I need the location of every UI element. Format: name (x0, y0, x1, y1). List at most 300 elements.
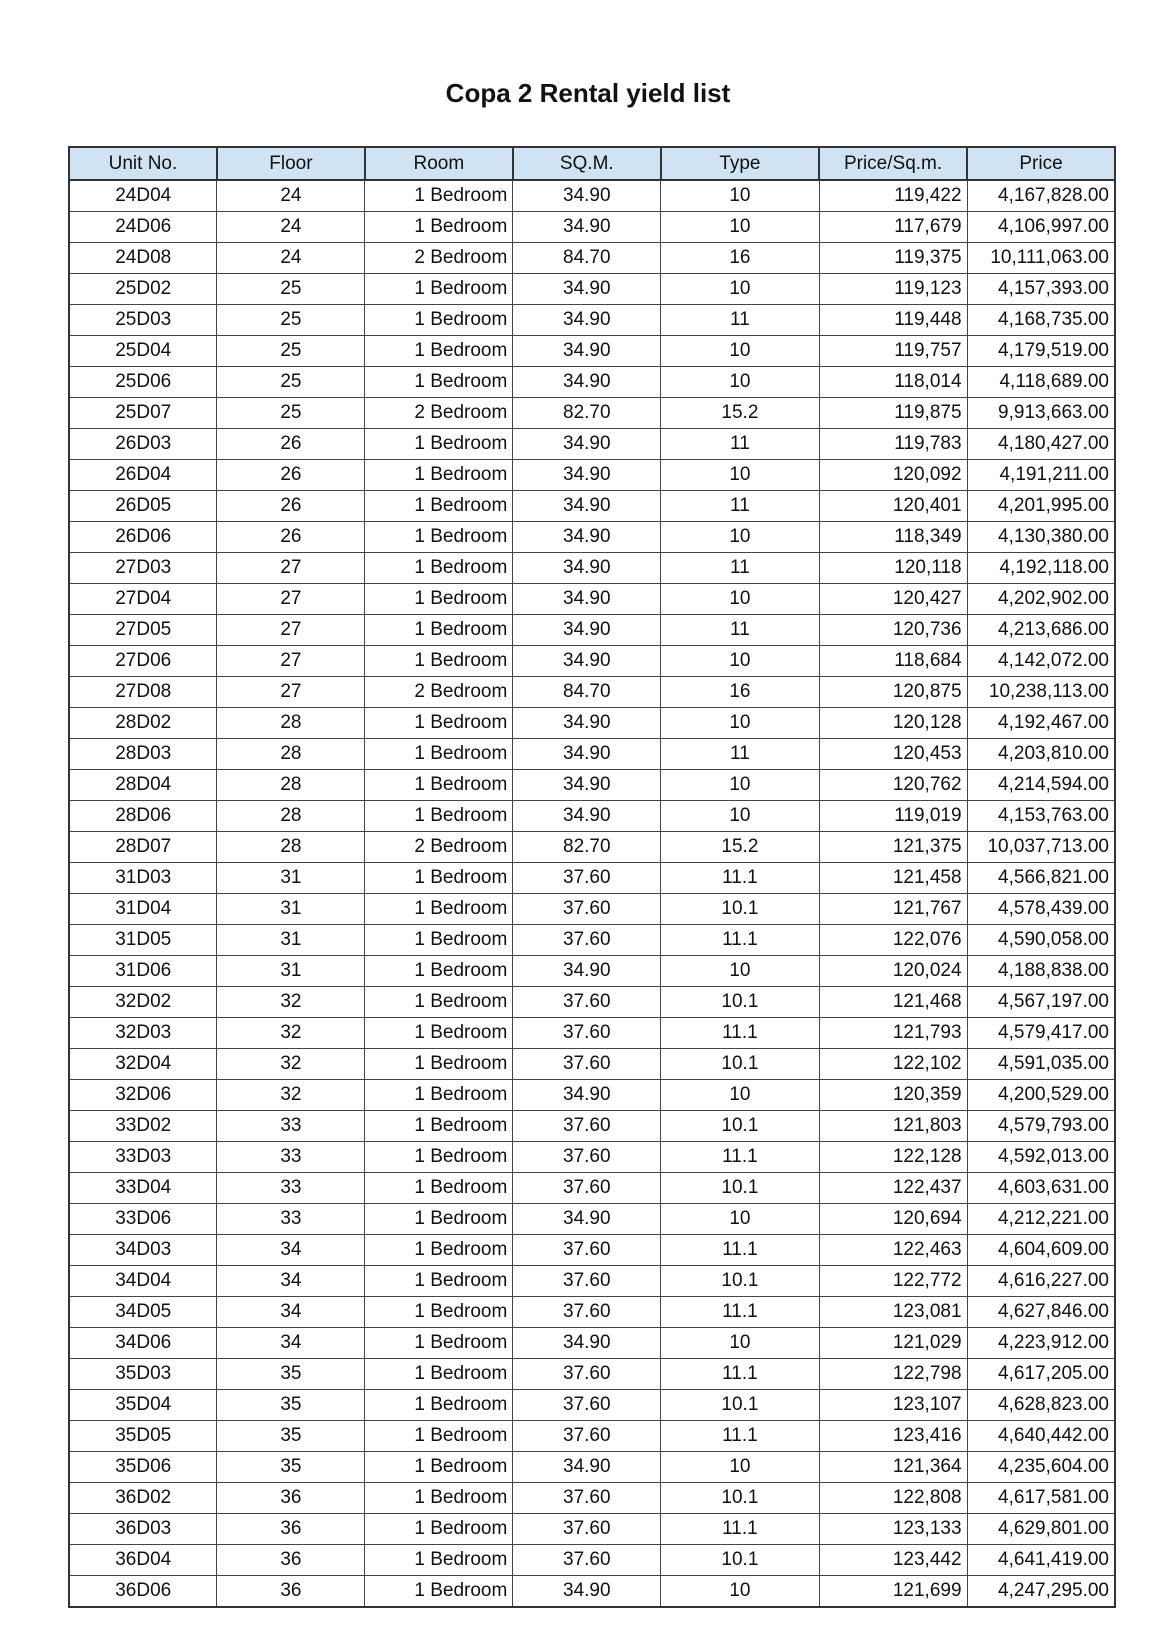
cell-price: 4,640,442.00 (967, 1421, 1115, 1452)
cell-price-per-sqm: 120,401 (819, 491, 967, 522)
cell-unit-no: 35D03 (69, 1359, 217, 1390)
cell-floor: 33 (217, 1142, 365, 1173)
table-row (69, 1049, 1115, 1080)
cell-type: 16 (661, 677, 819, 708)
cell-room: 1 Bedroom (365, 553, 513, 584)
table-row (69, 367, 1115, 398)
cell-room: 1 Bedroom (365, 460, 513, 491)
cell-room: 1 Bedroom (365, 212, 513, 243)
table-row (69, 1266, 1115, 1297)
cell-price-per-sqm: 120,092 (819, 460, 967, 491)
cell-unit-no: 32D03 (69, 1018, 217, 1049)
cell-sqm: 34.90 (513, 801, 661, 832)
cell-unit-no: 25D02 (69, 274, 217, 305)
cell-room: 1 Bedroom (365, 925, 513, 956)
cell-price: 4,201,995.00 (967, 491, 1115, 522)
cell-price: 4,168,735.00 (967, 305, 1115, 336)
cell-price-per-sqm: 119,757 (819, 336, 967, 367)
cell-type: 11.1 (661, 1421, 819, 1452)
cell-floor: 28 (217, 708, 365, 739)
cell-price-per-sqm: 121,458 (819, 863, 967, 894)
cell-price-per-sqm: 121,364 (819, 1452, 967, 1483)
cell-price: 4,157,393.00 (967, 274, 1115, 305)
cell-price: 4,212,221.00 (967, 1204, 1115, 1235)
cell-price: 4,213,686.00 (967, 615, 1115, 646)
cell-sqm: 37.60 (513, 987, 661, 1018)
cell-sqm: 37.60 (513, 1173, 661, 1204)
cell-room: 1 Bedroom (365, 1514, 513, 1545)
cell-type: 11.1 (661, 1514, 819, 1545)
cell-price-per-sqm: 120,128 (819, 708, 967, 739)
cell-type: 10 (661, 956, 819, 987)
cell-floor: 27 (217, 584, 365, 615)
cell-unit-no: 25D03 (69, 305, 217, 336)
table-row (69, 1080, 1115, 1111)
cell-room: 1 Bedroom (365, 1173, 513, 1204)
cell-price-per-sqm: 120,427 (819, 584, 967, 615)
cell-sqm: 37.60 (513, 1514, 661, 1545)
cell-price: 4,641,419.00 (967, 1545, 1115, 1576)
table-row (69, 677, 1115, 708)
cell-price-per-sqm: 118,014 (819, 367, 967, 398)
table-row (69, 1452, 1115, 1483)
table-row (69, 1390, 1115, 1421)
cell-sqm: 34.90 (513, 491, 661, 522)
cell-price: 4,202,902.00 (967, 584, 1115, 615)
cell-unit-no: 32D04 (69, 1049, 217, 1080)
cell-floor: 31 (217, 863, 365, 894)
cell-room: 2 Bedroom (365, 677, 513, 708)
cell-unit-no: 28D06 (69, 801, 217, 832)
cell-room: 1 Bedroom (365, 987, 513, 1018)
cell-room: 1 Bedroom (365, 646, 513, 677)
cell-sqm: 34.90 (513, 553, 661, 584)
cell-room: 1 Bedroom (365, 1266, 513, 1297)
cell-price-per-sqm: 119,783 (819, 429, 967, 460)
cell-price-per-sqm: 121,803 (819, 1111, 967, 1142)
cell-unit-no: 25D04 (69, 336, 217, 367)
page-title: Copa 2 Rental yield list (445, 78, 731, 108)
cell-floor: 35 (217, 1421, 365, 1452)
cell-unit-no: 28D03 (69, 739, 217, 770)
cell-unit-no: 33D04 (69, 1173, 217, 1204)
cell-sqm: 34.90 (513, 305, 661, 336)
cell-price: 4,604,609.00 (967, 1235, 1115, 1266)
table-row (69, 1421, 1115, 1452)
cell-floor: 27 (217, 646, 365, 677)
cell-floor: 28 (217, 832, 365, 863)
cell-unit-no: 27D06 (69, 646, 217, 677)
cell-unit-no: 31D06 (69, 956, 217, 987)
cell-sqm: 37.60 (513, 1266, 661, 1297)
cell-room: 1 Bedroom (365, 1576, 513, 1608)
cell-price-per-sqm: 123,416 (819, 1421, 967, 1452)
cell-room: 1 Bedroom (365, 1111, 513, 1142)
cell-room: 2 Bedroom (365, 243, 513, 274)
table-row (69, 770, 1115, 801)
cell-price-per-sqm: 121,699 (819, 1576, 967, 1608)
cell-floor: 32 (217, 1018, 365, 1049)
cell-price-per-sqm: 120,736 (819, 615, 967, 646)
cell-type: 10 (661, 180, 819, 212)
cell-type: 11 (661, 491, 819, 522)
cell-floor: 36 (217, 1514, 365, 1545)
cell-floor: 32 (217, 1080, 365, 1111)
cell-room: 1 Bedroom (365, 491, 513, 522)
cell-room: 1 Bedroom (365, 1235, 513, 1266)
table-row (69, 336, 1115, 367)
cell-price: 4,130,380.00 (967, 522, 1115, 553)
cell-floor: 34 (217, 1235, 365, 1266)
cell-price-per-sqm: 121,767 (819, 894, 967, 925)
cell-price: 4,579,793.00 (967, 1111, 1115, 1142)
cell-type: 10 (661, 584, 819, 615)
cell-unit-no: 24D08 (69, 243, 217, 274)
cell-room: 1 Bedroom (365, 739, 513, 770)
table-row (69, 646, 1115, 677)
table-row (69, 801, 1115, 832)
cell-price: 4,591,035.00 (967, 1049, 1115, 1080)
cell-price: 9,913,663.00 (967, 398, 1115, 429)
table-row (69, 925, 1115, 956)
cell-type: 10 (661, 708, 819, 739)
cell-room: 1 Bedroom (365, 180, 513, 212)
table-row (69, 615, 1115, 646)
cell-price: 4,235,604.00 (967, 1452, 1115, 1483)
cell-room: 1 Bedroom (365, 1142, 513, 1173)
cell-type: 10 (661, 274, 819, 305)
cell-type: 10.1 (661, 1483, 819, 1514)
cell-unit-no: 36D04 (69, 1545, 217, 1576)
cell-room: 1 Bedroom (365, 1297, 513, 1328)
cell-sqm: 34.90 (513, 1204, 661, 1235)
cell-price: 4,247,295.00 (967, 1576, 1115, 1608)
table-row (69, 553, 1115, 584)
cell-sqm: 82.70 (513, 832, 661, 863)
cell-room: 1 Bedroom (365, 1452, 513, 1483)
cell-room: 1 Bedroom (365, 1545, 513, 1576)
cell-unit-no: 31D04 (69, 894, 217, 925)
cell-price-per-sqm: 120,359 (819, 1080, 967, 1111)
cell-price-per-sqm: 120,118 (819, 553, 967, 584)
cell-price: 4,191,211.00 (967, 460, 1115, 491)
cell-price: 4,223,912.00 (967, 1328, 1115, 1359)
cell-type: 15.2 (661, 398, 819, 429)
cell-price: 4,566,821.00 (967, 863, 1115, 894)
cell-sqm: 34.90 (513, 615, 661, 646)
cell-sqm: 34.90 (513, 956, 661, 987)
cell-unit-no: 28D04 (69, 770, 217, 801)
cell-type: 11.1 (661, 863, 819, 894)
cell-price: 4,616,227.00 (967, 1266, 1115, 1297)
cell-type: 10.1 (661, 1266, 819, 1297)
cell-price-per-sqm: 119,875 (819, 398, 967, 429)
cell-unit-no: 35D05 (69, 1421, 217, 1452)
cell-type: 10.1 (661, 1545, 819, 1576)
table-row (69, 429, 1115, 460)
cell-price: 4,627,846.00 (967, 1297, 1115, 1328)
cell-floor: 33 (217, 1204, 365, 1235)
cell-unit-no: 34D06 (69, 1328, 217, 1359)
cell-room: 1 Bedroom (365, 367, 513, 398)
cell-unit-no: 26D05 (69, 491, 217, 522)
cell-type: 11.1 (661, 1142, 819, 1173)
table-row (69, 243, 1115, 274)
cell-price: 4,629,801.00 (967, 1514, 1115, 1545)
cell-price-per-sqm: 119,422 (819, 180, 967, 212)
table-row (69, 708, 1115, 739)
cell-sqm: 34.90 (513, 1080, 661, 1111)
cell-sqm: 37.60 (513, 1235, 661, 1266)
table-row (69, 1297, 1115, 1328)
cell-floor: 28 (217, 739, 365, 770)
cell-type: 10 (661, 212, 819, 243)
cell-floor: 26 (217, 522, 365, 553)
cell-price: 4,590,058.00 (967, 925, 1115, 956)
column-header-sqm: SQ.M. (513, 147, 661, 180)
cell-sqm: 34.90 (513, 1576, 661, 1608)
cell-sqm: 34.90 (513, 646, 661, 677)
cell-sqm: 82.70 (513, 398, 661, 429)
cell-type: 10 (661, 801, 819, 832)
cell-floor: 25 (217, 274, 365, 305)
cell-floor: 26 (217, 491, 365, 522)
cell-price: 10,238,113.00 (967, 677, 1115, 708)
cell-type: 10 (661, 1328, 819, 1359)
cell-unit-no: 33D02 (69, 1111, 217, 1142)
cell-price: 4,203,810.00 (967, 739, 1115, 770)
cell-sqm: 34.90 (513, 739, 661, 770)
cell-unit-no: 27D03 (69, 553, 217, 584)
cell-type: 10.1 (661, 1390, 819, 1421)
cell-floor: 34 (217, 1328, 365, 1359)
cell-price-per-sqm: 120,762 (819, 770, 967, 801)
cell-type: 16 (661, 243, 819, 274)
table-row (69, 460, 1115, 491)
cell-price: 4,192,118.00 (967, 553, 1115, 584)
cell-price-per-sqm: 122,463 (819, 1235, 967, 1266)
cell-unit-no: 34D03 (69, 1235, 217, 1266)
cell-type: 15.2 (661, 832, 819, 863)
cell-type: 11 (661, 739, 819, 770)
cell-price-per-sqm: 122,798 (819, 1359, 967, 1390)
cell-type: 11 (661, 305, 819, 336)
cell-unit-no: 25D07 (69, 398, 217, 429)
cell-floor: 36 (217, 1545, 365, 1576)
cell-sqm: 34.90 (513, 212, 661, 243)
cell-floor: 27 (217, 615, 365, 646)
cell-floor: 32 (217, 987, 365, 1018)
cell-sqm: 34.90 (513, 1452, 661, 1483)
cell-price-per-sqm: 122,772 (819, 1266, 967, 1297)
cell-room: 1 Bedroom (365, 1390, 513, 1421)
cell-room: 1 Bedroom (365, 894, 513, 925)
cell-price-per-sqm: 119,019 (819, 801, 967, 832)
cell-price: 4,180,427.00 (967, 429, 1115, 460)
table-row (69, 1142, 1115, 1173)
cell-price: 4,214,594.00 (967, 770, 1115, 801)
table-row (69, 1514, 1115, 1545)
cell-price-per-sqm: 119,123 (819, 274, 967, 305)
cell-floor: 32 (217, 1049, 365, 1080)
table-row (69, 1111, 1115, 1142)
table-row (69, 1545, 1115, 1576)
cell-floor: 25 (217, 305, 365, 336)
cell-sqm: 34.90 (513, 522, 661, 553)
cell-price: 4,603,631.00 (967, 1173, 1115, 1204)
cell-room: 1 Bedroom (365, 615, 513, 646)
cell-room: 1 Bedroom (365, 429, 513, 460)
table-row (69, 212, 1115, 243)
cell-sqm: 37.60 (513, 1359, 661, 1390)
cell-price: 10,037,713.00 (967, 832, 1115, 863)
cell-unit-no: 27D04 (69, 584, 217, 615)
cell-room: 1 Bedroom (365, 1018, 513, 1049)
cell-unit-no: 24D04 (69, 180, 217, 212)
cell-floor: 36 (217, 1576, 365, 1608)
cell-price: 4,192,467.00 (967, 708, 1115, 739)
cell-sqm: 34.90 (513, 429, 661, 460)
cell-type: 10 (661, 460, 819, 491)
cell-price-per-sqm: 118,684 (819, 646, 967, 677)
table-row (69, 1204, 1115, 1235)
table-row (69, 832, 1115, 863)
cell-sqm: 84.70 (513, 243, 661, 274)
cell-floor: 34 (217, 1266, 365, 1297)
table-row (69, 522, 1115, 553)
cell-sqm: 34.90 (513, 770, 661, 801)
cell-price-per-sqm: 122,128 (819, 1142, 967, 1173)
cell-price-per-sqm: 121,029 (819, 1328, 967, 1359)
cell-price-per-sqm: 117,679 (819, 212, 967, 243)
cell-unit-no: 25D06 (69, 367, 217, 398)
table-row (69, 1359, 1115, 1390)
cell-type: 11.1 (661, 1235, 819, 1266)
cell-price-per-sqm: 120,875 (819, 677, 967, 708)
cell-floor: 31 (217, 894, 365, 925)
table-row (69, 305, 1115, 336)
cell-sqm: 34.90 (513, 336, 661, 367)
cell-sqm: 37.60 (513, 1297, 661, 1328)
cell-unit-no: 34D04 (69, 1266, 217, 1297)
cell-unit-no: 36D06 (69, 1576, 217, 1608)
cell-floor: 36 (217, 1483, 365, 1514)
cell-floor: 24 (217, 243, 365, 274)
cell-type: 10 (661, 1452, 819, 1483)
table-body (69, 180, 1115, 1607)
table-row (69, 1173, 1115, 1204)
cell-type: 10.1 (661, 1111, 819, 1142)
cell-type: 10.1 (661, 1049, 819, 1080)
cell-floor: 35 (217, 1452, 365, 1483)
cell-price-per-sqm: 123,107 (819, 1390, 967, 1421)
cell-sqm: 37.60 (513, 1111, 661, 1142)
cell-sqm: 34.90 (513, 584, 661, 615)
cell-price-per-sqm: 120,024 (819, 956, 967, 987)
cell-price: 10,111,063.00 (967, 243, 1115, 274)
cell-type: 10 (661, 646, 819, 677)
cell-price: 4,578,439.00 (967, 894, 1115, 925)
cell-room: 1 Bedroom (365, 1359, 513, 1390)
cell-type: 11.1 (661, 925, 819, 956)
cell-price: 4,617,581.00 (967, 1483, 1115, 1514)
cell-price: 4,567,197.00 (967, 987, 1115, 1018)
cell-sqm: 37.60 (513, 1142, 661, 1173)
cell-unit-no: 26D06 (69, 522, 217, 553)
cell-floor: 24 (217, 212, 365, 243)
cell-type: 11 (661, 553, 819, 584)
cell-type: 11 (661, 429, 819, 460)
cell-type: 11.1 (661, 1359, 819, 1390)
table-row (69, 863, 1115, 894)
cell-floor: 35 (217, 1390, 365, 1421)
table-row (69, 1328, 1115, 1359)
column-header-price: Price (967, 147, 1115, 180)
table-row (69, 1576, 1115, 1608)
cell-floor: 35 (217, 1359, 365, 1390)
cell-price-per-sqm: 120,453 (819, 739, 967, 770)
cell-unit-no: 32D02 (69, 987, 217, 1018)
cell-unit-no: 27D05 (69, 615, 217, 646)
table-row (69, 1483, 1115, 1514)
cell-type: 10 (661, 367, 819, 398)
cell-room: 1 Bedroom (365, 801, 513, 832)
cell-type: 10 (661, 522, 819, 553)
cell-unit-no: 28D02 (69, 708, 217, 739)
table-row (69, 180, 1115, 212)
cell-room: 1 Bedroom (365, 584, 513, 615)
cell-type: 11.1 (661, 1297, 819, 1328)
cell-room: 1 Bedroom (365, 863, 513, 894)
cell-unit-no: 31D05 (69, 925, 217, 956)
cell-unit-no: 31D03 (69, 863, 217, 894)
rental-yield-table (68, 146, 1116, 1608)
cell-sqm: 84.70 (513, 677, 661, 708)
cell-floor: 26 (217, 460, 365, 491)
cell-price: 4,118,689.00 (967, 367, 1115, 398)
cell-sqm: 37.60 (513, 863, 661, 894)
cell-price: 4,617,205.00 (967, 1359, 1115, 1390)
column-header-room: Room (365, 147, 513, 180)
cell-type: 10 (661, 770, 819, 801)
cell-floor: 28 (217, 801, 365, 832)
cell-room: 2 Bedroom (365, 398, 513, 429)
cell-price-per-sqm: 122,808 (819, 1483, 967, 1514)
cell-sqm: 37.60 (513, 894, 661, 925)
cell-room: 1 Bedroom (365, 336, 513, 367)
cell-unit-no: 26D03 (69, 429, 217, 460)
table-row (69, 1235, 1115, 1266)
cell-room: 1 Bedroom (365, 1421, 513, 1452)
cell-sqm: 34.90 (513, 274, 661, 305)
cell-sqm: 34.90 (513, 1328, 661, 1359)
table-row (69, 987, 1115, 1018)
cell-type: 10.1 (661, 1173, 819, 1204)
table-row (69, 894, 1115, 925)
cell-price: 4,106,997.00 (967, 212, 1115, 243)
table-row (69, 491, 1115, 522)
cell-sqm: 37.60 (513, 1018, 661, 1049)
table-row (69, 739, 1115, 770)
cell-sqm: 34.90 (513, 180, 661, 212)
cell-price: 4,142,072.00 (967, 646, 1115, 677)
cell-floor: 27 (217, 553, 365, 584)
table-row (69, 584, 1115, 615)
cell-sqm: 34.90 (513, 367, 661, 398)
cell-sqm: 37.60 (513, 1421, 661, 1452)
column-header-price-per-sqm: Price/Sq.m. (819, 147, 967, 180)
cell-floor: 27 (217, 677, 365, 708)
